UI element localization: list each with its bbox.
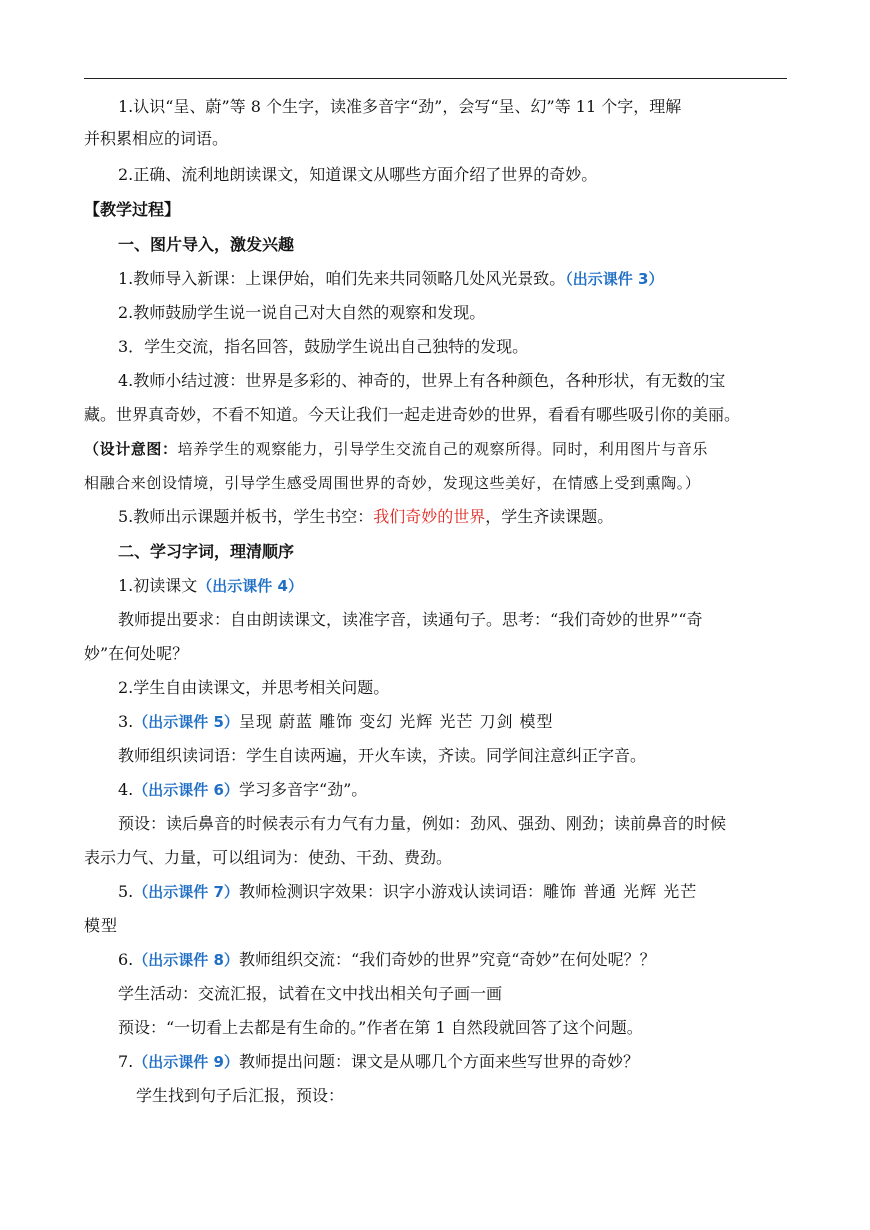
courseware-ref: （出示课件 4） bbox=[197, 577, 303, 595]
courseware-ref: （出示课件 9） bbox=[133, 1053, 239, 1071]
step-2-5: 5.（出示课件 7）教师检测识字效果：识字小游戏认读词语：雕饰 普通 光辉 光芒 bbox=[118, 882, 698, 901]
step-2-4: 4.（出示课件 6）学习多音字“劲”。 bbox=[118, 780, 368, 799]
step-2-3: 3.（出示课件 5）呈现 蔚蓝 雕饰 变幻 光辉 光芒 刀剑 模型 bbox=[118, 712, 554, 731]
header-rule bbox=[84, 78, 787, 79]
section-1-title: 一、图片导入，激发兴趣 bbox=[118, 235, 295, 254]
step-2-6: 6.（出示课件 8）教师组织交流：“我们奇妙的世界”究竟“奇妙”在何处呢？？ bbox=[118, 950, 656, 969]
step-2-3-desc: 教师组织读词语：学生自读两遍，开火车读，齐读。同学间注意纠正字音。 bbox=[118, 746, 647, 765]
step-2-1-req: 教师提出要求：自由朗读课文，读准字音，读通句子。思考：“我们奇妙的世界”“奇 bbox=[118, 610, 703, 629]
courseware-ref: （出示课件 6） bbox=[133, 781, 239, 799]
step-2-4-preset-cont: 表示力气、力量，可以组词为：使劲、干劲、费劲。 bbox=[84, 848, 453, 867]
step-1-4-cont: 藏。世界真奇妙，不看不知道。今天让我们一起走进奇妙的世界，看看有哪些吸引你的美丽。 bbox=[84, 405, 741, 424]
objective-2: 2.正确、流利地朗读课文，知道课文从哪些方面介绍了世界的奇妙。 bbox=[118, 165, 598, 184]
objective-1-cont: 并积累相应的词语。 bbox=[84, 129, 229, 148]
step-1-5: 5.教师出示课题并板书，学生书空：我们奇妙的世界，学生齐读课题。 bbox=[118, 507, 614, 526]
courseware-ref: （出示课件 5） bbox=[133, 713, 239, 731]
step-2-4-preset: 预设：读后鼻音的时候表示有力气有力量，例如：劲风、强劲、刚劲；读前鼻音的时候 bbox=[118, 814, 727, 833]
step-2-7: 7.（出示课件 9）教师提出问题：课文是从哪几个方面来些写世界的奇妙？ bbox=[118, 1052, 639, 1071]
section-2-title: 二、学习字词，理清顺序 bbox=[118, 542, 295, 561]
step-2-6-preset: 预设：“一切看上去都是有生命的。”作者在第 1 自然段就回答了这个问题。 bbox=[118, 1018, 643, 1037]
courseware-ref: （出示课件 8） bbox=[133, 951, 239, 969]
step-1-2: 2.教师鼓励学生说一说自己对大自然的观察和发现。 bbox=[118, 303, 486, 322]
section-heading-process: 【教学过程】 bbox=[84, 200, 181, 219]
design-intent: （设计意图：培养学生的观察能力，引导学生交流自己的观察所得。同时，利用图片与音乐 bbox=[84, 440, 709, 458]
objective-1: 1.认识“呈、蔚”等 8 个生字，读准多音字“劲”，会写“呈、幻”等 11 个字，理解 bbox=[118, 97, 682, 116]
step-2-1: 1.初读课文（出示课件 4） bbox=[118, 576, 303, 595]
design-intent-cont: 相融合来创设情境，引导学生感受周围世界的奇妙，发现这些美好，在情感上受到熏陶。） bbox=[84, 474, 701, 492]
step-2-2: 2.学生自由读课文，并思考相关问题。 bbox=[118, 678, 390, 697]
step-2-5-cont: 模型 bbox=[84, 916, 119, 935]
step-2-7-report: 学生找到句子后汇报，预设： bbox=[136, 1086, 345, 1105]
courseware-ref: （出示课件 3） bbox=[565, 270, 664, 288]
step-1-3: 3．学生交流，指名回答，鼓励学生说出自己独特的发现。 bbox=[118, 337, 529, 356]
step-2-1-req-cont: 妙”在何处呢？ bbox=[84, 644, 189, 663]
lesson-title: 我们奇妙的世界 bbox=[373, 507, 486, 526]
courseware-ref: （出示课件 7） bbox=[133, 883, 239, 901]
step-1-1: 1.教师导入新课：上课伊始，咱们先来共同领略几处风光景致。（出示课件 3） bbox=[118, 269, 664, 288]
step-2-6-activity: 学生活动：交流汇报，试着在文中找出相关句子画一画 bbox=[118, 984, 503, 1003]
step-1-4: 4.教师小结过渡：世界是多彩的、神奇的，世界上有各种颜色，各种形状，有无数的宝 bbox=[118, 371, 726, 390]
